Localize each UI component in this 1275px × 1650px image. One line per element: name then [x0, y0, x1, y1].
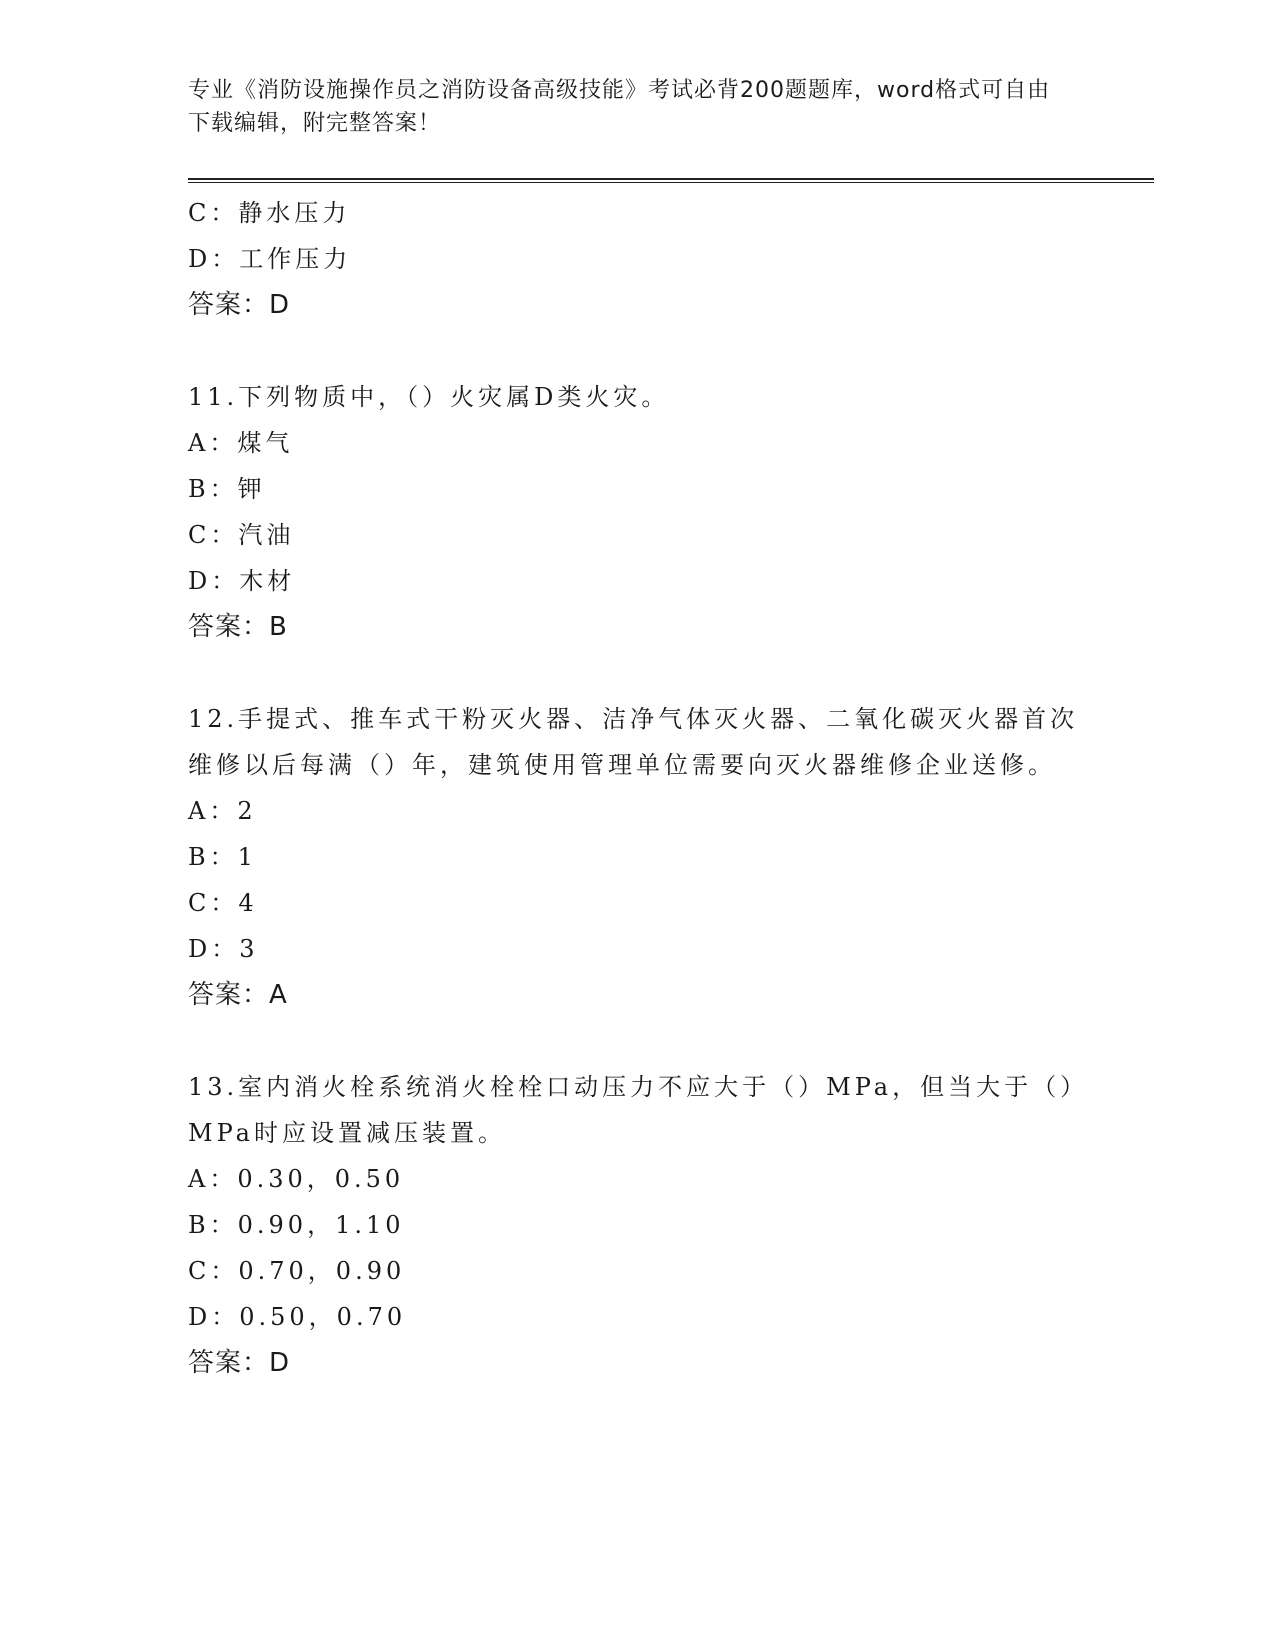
answer-line: 答案：D: [188, 1348, 291, 1378]
question-stem: 11.下列物质中，（）火灾属D类火灾。: [188, 383, 670, 411]
question-stem: 12.手提式、推车式干粉灭火器、洁净气体灭火器、二氧化碳灭火器首次维修以后每满（）年，建筑使用管理单位需要向灭火器维修企业送修。: [188, 705, 1079, 779]
answer-line: 答案：A: [188, 980, 288, 1010]
option-c: C：静水压力: [188, 199, 351, 227]
option-b: B：0.90，1.10: [188, 1211, 405, 1239]
option-a: A：0.30，0.50: [188, 1165, 405, 1193]
header-divider: [188, 178, 1154, 183]
option-d: D：木材: [188, 567, 296, 595]
option-b: B：1: [188, 843, 257, 871]
answer-line: 答案：D: [188, 290, 291, 320]
option-d: D：0.50，0.70: [188, 1303, 407, 1331]
question-stem: 13.室内消火栓系统消火栓栓口动压力不应大于（）MPa，但当大于（）MPa时应设置减压装置。: [188, 1073, 1077, 1147]
option-d: D：工作压力: [188, 245, 352, 273]
page-header: 专业《消防设施操作员之消防设备高级技能》考试必背200题题库，word格式可自由下载编辑，附完整答案！: [188, 78, 1051, 136]
option-c: C：0.70，0.90: [188, 1257, 406, 1285]
option-c: C：4: [188, 889, 258, 917]
option-c: C：汽油: [188, 521, 295, 549]
option-a: A：煤气: [188, 429, 294, 457]
option-d: D：3: [188, 935, 259, 963]
question-content: [188, 190, 1088, 1386]
option-b: B：钾: [188, 475, 266, 503]
option-a: A：2: [188, 797, 257, 825]
answer-line: 答案：B: [188, 612, 288, 642]
